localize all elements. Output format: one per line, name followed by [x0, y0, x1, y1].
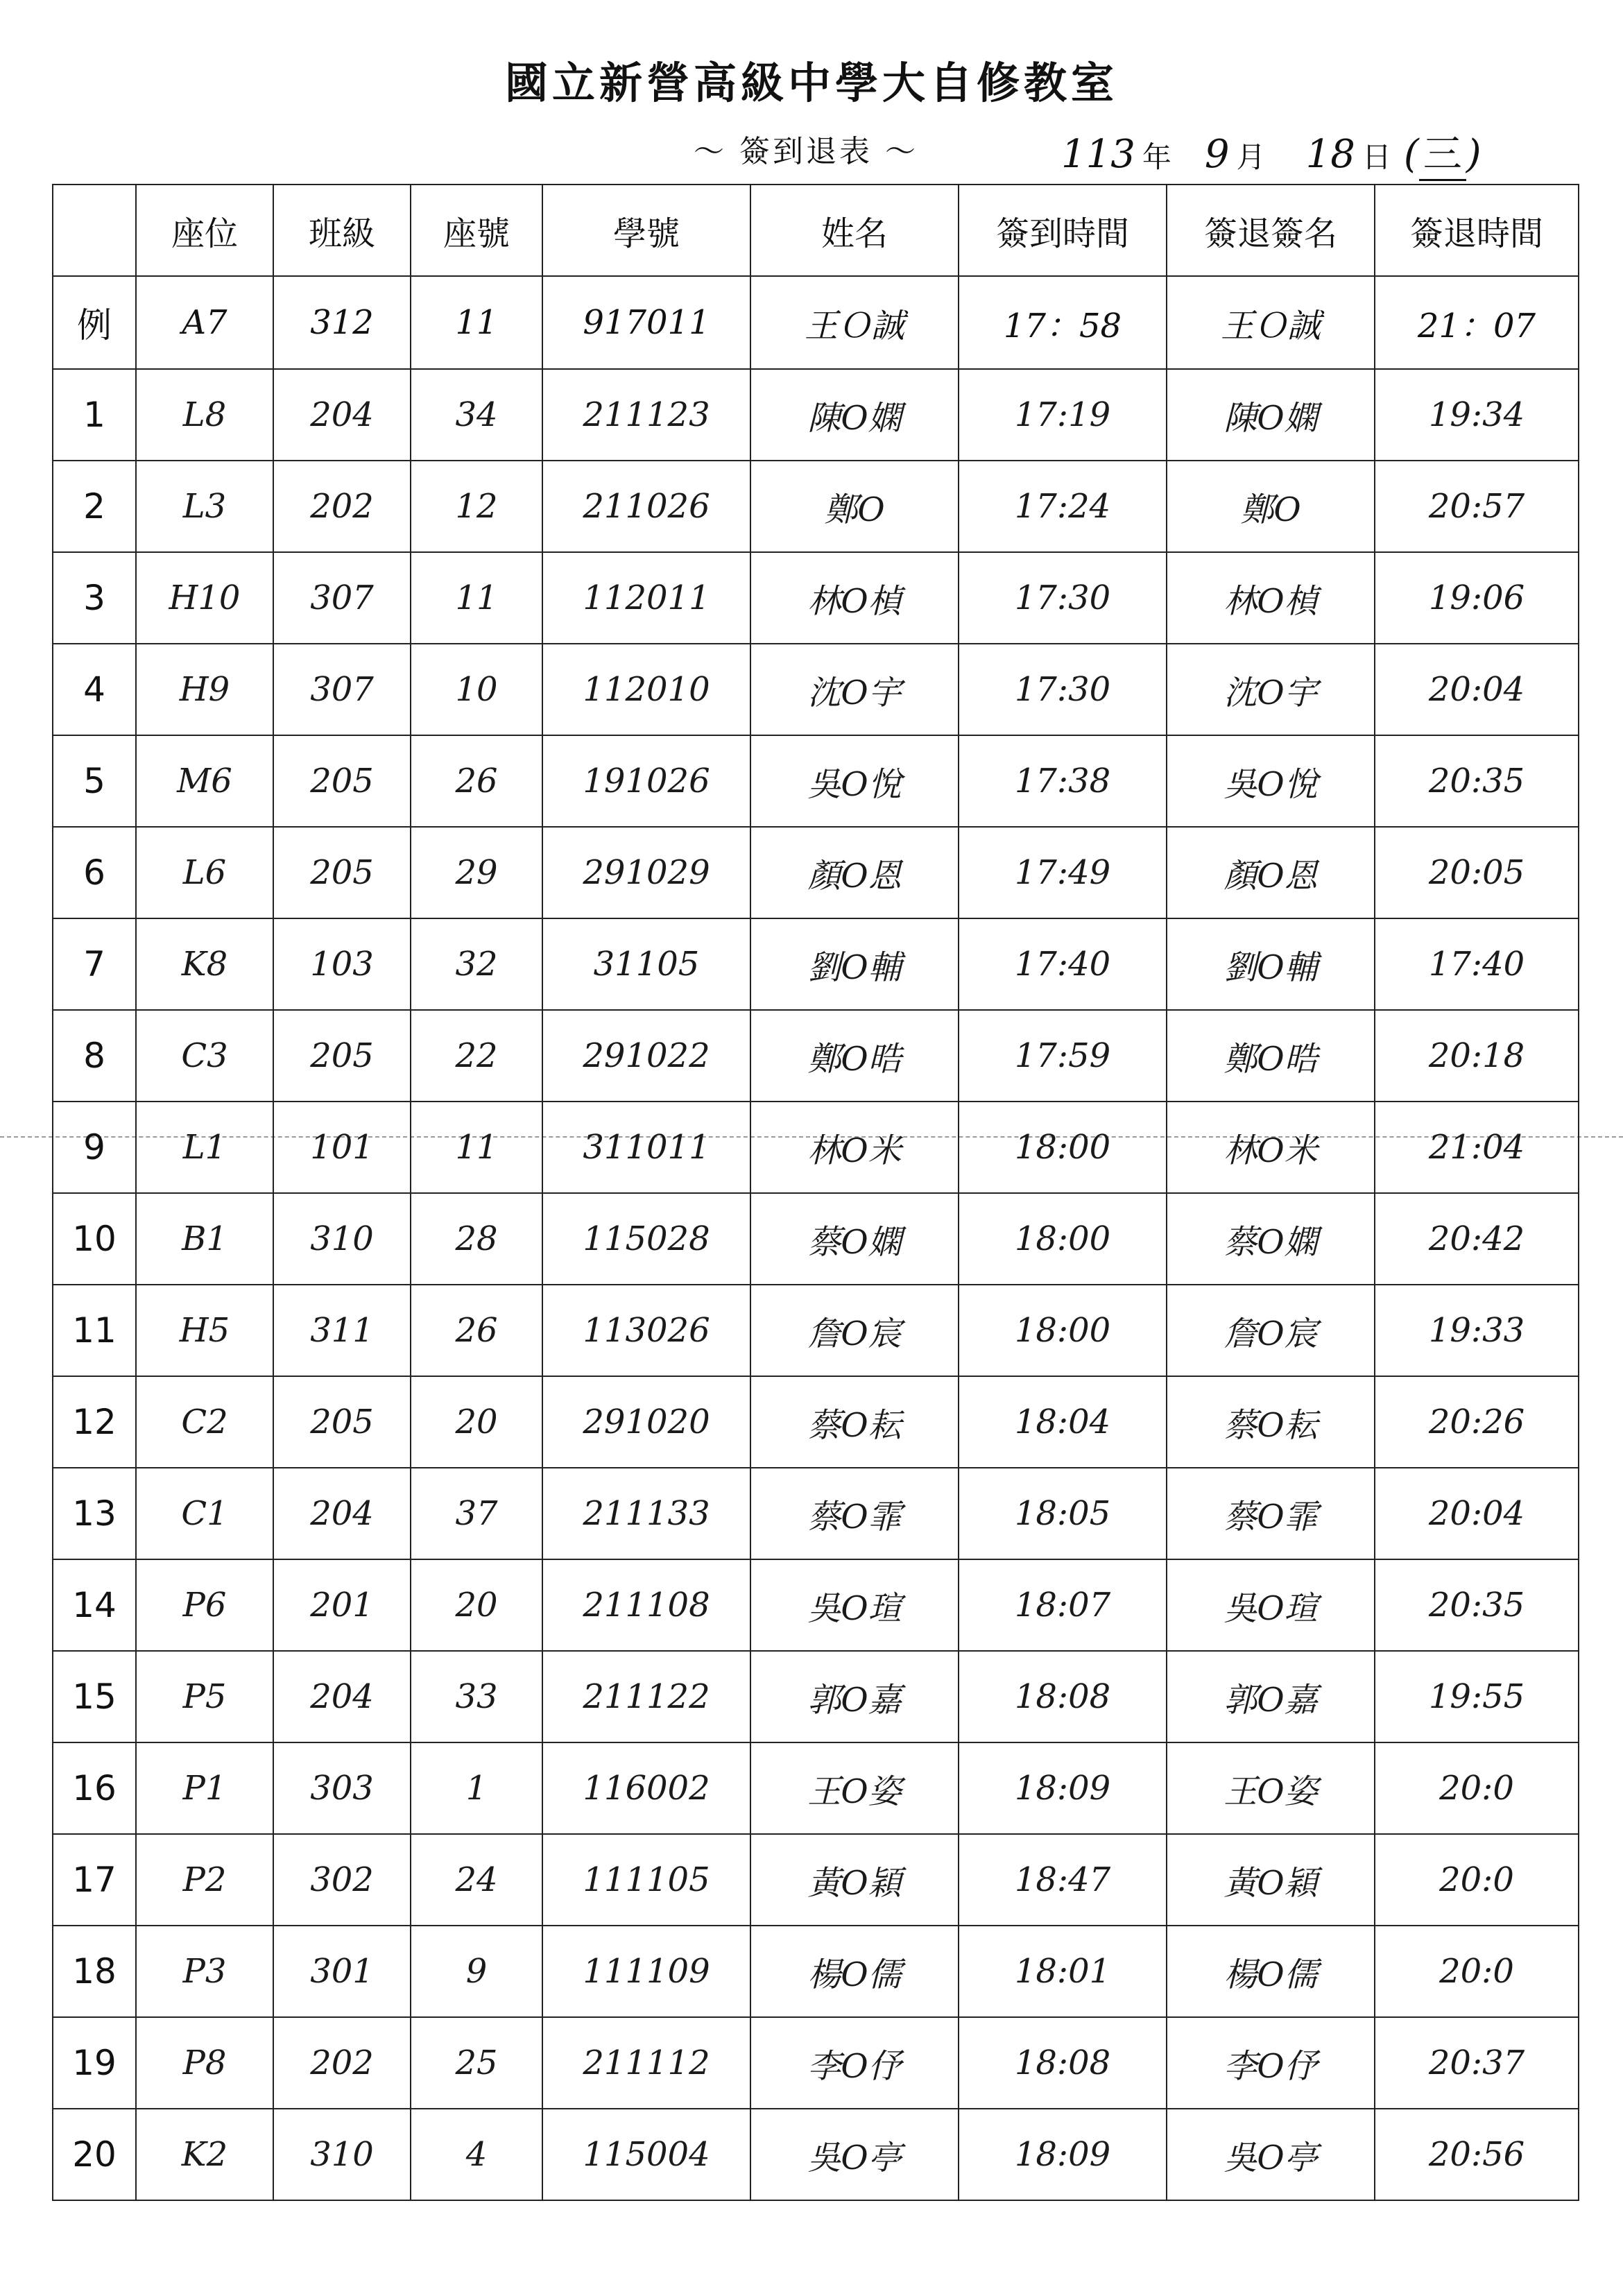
- cell-seat-no: 20: [411, 1376, 542, 1468]
- cell-seat-no: 22: [411, 1010, 542, 1102]
- table-row: [53, 1926, 1579, 2017]
- cell-row-number: 16: [53, 1742, 136, 1834]
- column-header-sign-out-signature: 簽退簽名: [1167, 185, 1375, 276]
- cell-row-number: 19: [53, 2017, 136, 2109]
- table-row: [53, 552, 1579, 644]
- date-year-unit: 年: [1142, 140, 1171, 174]
- cell-row-number: 14: [53, 1559, 136, 1651]
- cell-seat: M6: [136, 735, 273, 827]
- table-row: [53, 1376, 1579, 1468]
- cell-row-number: 5: [53, 735, 136, 827]
- cell-name: 林O米: [750, 1102, 959, 1193]
- cell-name: 郭O嘉: [750, 1651, 959, 1742]
- cell-row-number: 8: [53, 1010, 136, 1102]
- cell-class: 311: [273, 1285, 411, 1376]
- cell-seat: P8: [136, 2017, 273, 2109]
- cell-sign-out-time: 20:35: [1375, 735, 1579, 827]
- cell-sign-out-time: 20:04: [1375, 1468, 1579, 1559]
- table-row: [53, 2017, 1579, 2109]
- cell-row-number: 1: [53, 369, 136, 461]
- cell-name: 鄭O晧: [750, 1010, 959, 1102]
- cell-sign-out-time: 20:26: [1375, 1376, 1579, 1468]
- cell-sign-out-time: 20:0: [1375, 1742, 1579, 1834]
- cell-sign-in-time: 18:09: [959, 1742, 1167, 1834]
- cell-class: 204: [273, 1651, 411, 1742]
- table-row: [53, 461, 1579, 552]
- cell-sign-out-time: 20:56: [1375, 2109, 1579, 2200]
- example-seat: A7: [136, 276, 273, 369]
- table-row: [53, 1193, 1579, 1285]
- table-row: [53, 1285, 1579, 1376]
- cell-class: 205: [273, 827, 411, 918]
- cell-name: 楊O儒: [750, 1926, 959, 2017]
- date-day: 18: [1305, 132, 1355, 177]
- cell-sign-in-time: 18:09: [959, 2109, 1167, 2200]
- cell-row-number: 6: [53, 827, 136, 918]
- cell-sign-out-signature: 吳O瑄: [1167, 1559, 1375, 1651]
- column-header-student-id: 學號: [542, 185, 750, 276]
- cell-student-id: 191026: [542, 735, 750, 827]
- cell-sign-in-time: 18:08: [959, 1651, 1167, 1742]
- cell-sign-out-signature: 蔡O霏: [1167, 1468, 1375, 1559]
- date-weekday: 三: [1419, 123, 1466, 181]
- cell-student-id: 111109: [542, 1926, 750, 2017]
- cell-sign-out-signature: 王O姿: [1167, 1742, 1375, 1834]
- cell-class: 205: [273, 735, 411, 827]
- cell-sign-out-signature: 鄭O: [1167, 461, 1375, 552]
- cell-seat-no: 29: [411, 827, 542, 918]
- cell-sign-out-time: 20:18: [1375, 1010, 1579, 1102]
- example-row-number: 例: [53, 276, 136, 369]
- cell-class: 205: [273, 1010, 411, 1102]
- cell-class: 201: [273, 1559, 411, 1651]
- cell-class: 202: [273, 461, 411, 552]
- column-header-seat: 座位: [136, 185, 273, 276]
- table-row: [53, 1559, 1579, 1651]
- date-year: 113: [1061, 132, 1135, 177]
- cell-sign-out-time: 19:06: [1375, 552, 1579, 644]
- cell-seat: L6: [136, 827, 273, 918]
- cell-sign-in-time: 17:49: [959, 827, 1167, 918]
- page-title: 國立新營高級中學大自修教室: [504, 58, 1118, 108]
- cell-sign-out-signature: 蔡O耘: [1167, 1376, 1375, 1468]
- cell-sign-out-signature: 顏O恩: [1167, 827, 1375, 918]
- cell-seat: P3: [136, 1926, 273, 2017]
- cell-sign-out-signature: 詹O宸: [1167, 1285, 1375, 1376]
- cell-row-number: 2: [53, 461, 136, 552]
- cell-sign-in-time: 17:24: [959, 461, 1167, 552]
- cell-sign-in-time: 18:08: [959, 2017, 1167, 2109]
- cell-seat: L8: [136, 369, 273, 461]
- cell-seat-no: 10: [411, 644, 542, 735]
- cell-row-number: 17: [53, 1834, 136, 1926]
- table-row: [53, 369, 1579, 461]
- cell-sign-in-time: 18:00: [959, 1102, 1167, 1193]
- example-class: 312: [273, 276, 411, 369]
- cell-class: 302: [273, 1834, 411, 1926]
- sign-in-table: [52, 184, 1579, 2201]
- cell-student-id: 112011: [542, 552, 750, 644]
- cell-name: 蔡O嫻: [750, 1193, 959, 1285]
- cell-sign-out-time: 20:05: [1375, 827, 1579, 918]
- table-row: [53, 1834, 1579, 1926]
- column-header-row-number: [53, 185, 136, 276]
- cell-seat-no: 26: [411, 1285, 542, 1376]
- cell-sign-out-signature: 郭O嘉: [1167, 1651, 1375, 1742]
- cell-student-id: 311011: [542, 1102, 750, 1193]
- cell-seat: P5: [136, 1651, 273, 1742]
- cell-class: 310: [273, 2109, 411, 2200]
- cell-name: 吳O亭: [750, 2109, 959, 2200]
- date-month-unit: 月: [1236, 140, 1266, 174]
- cell-sign-out-signature: 李O伃: [1167, 2017, 1375, 2109]
- cell-seat-no: 20: [411, 1559, 542, 1651]
- cell-seat-no: 4: [411, 2109, 542, 2200]
- cell-name: 吳O悅: [750, 735, 959, 827]
- cell-class: 205: [273, 1376, 411, 1468]
- cell-student-id: 115028: [542, 1193, 750, 1285]
- table-body: [53, 276, 1579, 2200]
- cell-row-number: 13: [53, 1468, 136, 1559]
- example-row: [53, 276, 1579, 369]
- table-row: [53, 644, 1579, 735]
- table-row: [53, 827, 1579, 918]
- cell-sign-out-time: 17:40: [1375, 918, 1579, 1010]
- example-name: 王Ｏ誠: [750, 276, 959, 369]
- cell-sign-in-time: 17:38: [959, 735, 1167, 827]
- cell-name: 顏O恩: [750, 827, 959, 918]
- cell-class: 307: [273, 644, 411, 735]
- table-row: [53, 1742, 1579, 1834]
- cell-sign-out-time: 20:04: [1375, 644, 1579, 735]
- cell-seat-no: 32: [411, 918, 542, 1010]
- example-sign-out-signature: 王Ｏ誠: [1167, 276, 1375, 369]
- cell-student-id: 211133: [542, 1468, 750, 1559]
- column-header-sign-out-time: 簽退時間: [1375, 185, 1579, 276]
- table-row: [53, 2109, 1579, 2200]
- cell-name: 蔡O耘: [750, 1376, 959, 1468]
- cell-sign-out-signature: 吳O悅: [1167, 735, 1375, 827]
- cell-sign-out-signature: 鄭O晧: [1167, 1010, 1375, 1102]
- cell-name: 沈O宇: [750, 644, 959, 735]
- cell-sign-out-signature: 林O楨: [1167, 552, 1375, 644]
- cell-student-id: 291022: [542, 1010, 750, 1102]
- cell-sign-in-time: 18:00: [959, 1285, 1167, 1376]
- cell-seat: K8: [136, 918, 273, 1010]
- cell-sign-in-time: 17:30: [959, 552, 1167, 644]
- cell-class: 310: [273, 1193, 411, 1285]
- cell-class: 103: [273, 918, 411, 1010]
- cell-seat: P2: [136, 1834, 273, 1926]
- cell-sign-out-signature: 吳O亭: [1167, 2109, 1375, 2200]
- cell-sign-out-time: 20:57: [1375, 461, 1579, 552]
- cell-class: 204: [273, 1468, 411, 1559]
- example-student-id: 917011: [542, 276, 750, 369]
- cell-row-number: 12: [53, 1376, 136, 1468]
- cell-name: 詹O宸: [750, 1285, 959, 1376]
- cell-row-number: 4: [53, 644, 136, 735]
- table-row: [53, 1468, 1579, 1559]
- table-row: [53, 735, 1579, 827]
- cell-student-id: 211112: [542, 2017, 750, 2109]
- cell-sign-out-time: 19:33: [1375, 1285, 1579, 1376]
- cell-seat: C1: [136, 1468, 273, 1559]
- cell-seat: H10: [136, 552, 273, 644]
- cell-seat-no: 33: [411, 1651, 542, 1742]
- cell-student-id: 112010: [542, 644, 750, 735]
- cell-seat-no: 11: [411, 552, 542, 644]
- cell-name: 林O楨: [750, 552, 959, 644]
- cell-sign-out-time: 21:04: [1375, 1102, 1579, 1193]
- cell-student-id: 31105: [542, 918, 750, 1010]
- column-header-class: 班級: [273, 185, 411, 276]
- cell-seat: K2: [136, 2109, 273, 2200]
- cell-name: 吳O瑄: [750, 1559, 959, 1651]
- cell-student-id: 211108: [542, 1559, 750, 1651]
- example-sign-in-time: 17：58: [959, 276, 1167, 369]
- cell-name: 王O姿: [750, 1742, 959, 1834]
- cell-seat: P1: [136, 1742, 273, 1834]
- cell-seat-no: 9: [411, 1926, 542, 2017]
- cell-name: 蔡O霏: [750, 1468, 959, 1559]
- cell-row-number: 10: [53, 1193, 136, 1285]
- example-seat-no: 11: [411, 276, 542, 369]
- form-subtitle: ～ 簽到退表 ～: [694, 134, 918, 169]
- cell-seat-no: 1: [411, 1742, 542, 1834]
- cell-name: 李O伃: [750, 2017, 959, 2109]
- cell-sign-out-time: 19:55: [1375, 1651, 1579, 1742]
- cell-class: 202: [273, 2017, 411, 2109]
- cell-row-number: 7: [53, 918, 136, 1010]
- cell-sign-in-time: 17:40: [959, 918, 1167, 1010]
- cell-seat-no: 37: [411, 1468, 542, 1559]
- weekday-close: ): [1466, 132, 1482, 177]
- table-row: [53, 1102, 1579, 1193]
- cell-sign-in-time: 17:19: [959, 369, 1167, 461]
- cell-seat-no: 24: [411, 1834, 542, 1926]
- cell-sign-in-time: 18:05: [959, 1468, 1167, 1559]
- cell-student-id: 291020: [542, 1376, 750, 1468]
- cell-sign-out-time: 20:37: [1375, 2017, 1579, 2109]
- cell-sign-out-signature: 黃O穎: [1167, 1834, 1375, 1926]
- cell-sign-in-time: 18:47: [959, 1834, 1167, 1926]
- date-line: [1061, 123, 1482, 181]
- cell-sign-out-time: 19:34: [1375, 369, 1579, 461]
- cell-seat: H9: [136, 644, 273, 735]
- cell-class: 301: [273, 1926, 411, 2017]
- table-row: [53, 1651, 1579, 1742]
- cell-student-id: 211026: [542, 461, 750, 552]
- cell-seat-no: 34: [411, 369, 542, 461]
- cell-name: 鄭O: [750, 461, 959, 552]
- column-header-seat-no: 座號: [411, 185, 542, 276]
- cell-sign-in-time: 18:01: [959, 1926, 1167, 2017]
- cell-class: 101: [273, 1102, 411, 1193]
- table-row: [53, 918, 1579, 1010]
- cell-sign-out-time: 20:35: [1375, 1559, 1579, 1651]
- cell-row-number: 15: [53, 1651, 136, 1742]
- cell-sign-out-signature: 楊O儒: [1167, 1926, 1375, 2017]
- example-sign-out-time: 21：07: [1375, 276, 1579, 369]
- cell-seat: B1: [136, 1193, 273, 1285]
- cell-student-id: 211122: [542, 1651, 750, 1742]
- cell-sign-in-time: 17:30: [959, 644, 1167, 735]
- cell-seat: C2: [136, 1376, 273, 1468]
- cell-name: 陳O嫻: [750, 369, 959, 461]
- cell-sign-in-time: 17:59: [959, 1010, 1167, 1102]
- cell-seat-no: 25: [411, 2017, 542, 2109]
- cell-class: 307: [273, 552, 411, 644]
- cell-row-number: 11: [53, 1285, 136, 1376]
- cell-sign-out-time: 20:0: [1375, 1834, 1579, 1926]
- cell-sign-out-signature: 沈O宇: [1167, 644, 1375, 735]
- cell-sign-out-signature: 陳O嫻: [1167, 369, 1375, 461]
- date-day-unit: 日: [1362, 140, 1391, 174]
- date-month: 9: [1204, 132, 1230, 177]
- cell-student-id: 211123: [542, 369, 750, 461]
- cell-class: 303: [273, 1742, 411, 1834]
- cell-seat-no: 28: [411, 1193, 542, 1285]
- cell-student-id: 111105: [542, 1834, 750, 1926]
- cell-sign-in-time: 18:07: [959, 1559, 1167, 1651]
- cell-sign-out-signature: 劉O輔: [1167, 918, 1375, 1010]
- header-row: [53, 185, 1579, 276]
- cell-sign-in-time: 18:00: [959, 1193, 1167, 1285]
- cell-student-id: 291029: [542, 827, 750, 918]
- cell-seat: C3: [136, 1010, 273, 1102]
- cell-seat: P6: [136, 1559, 273, 1651]
- weekday-open: (: [1403, 132, 1419, 177]
- cell-seat-no: 26: [411, 735, 542, 827]
- cell-row-number: 9: [53, 1102, 136, 1193]
- cell-seat: L3: [136, 461, 273, 552]
- cell-sign-in-time: 18:04: [959, 1376, 1167, 1468]
- cell-seat: L1: [136, 1102, 273, 1193]
- column-header-name: 姓名: [750, 185, 959, 276]
- cell-student-id: 113026: [542, 1285, 750, 1376]
- cell-row-number: 20: [53, 2109, 136, 2200]
- cell-student-id: 116002: [542, 1742, 750, 1834]
- cell-class: 204: [273, 369, 411, 461]
- cell-student-id: 115004: [542, 2109, 750, 2200]
- cell-sign-out-signature: 蔡O嫻: [1167, 1193, 1375, 1285]
- cell-seat-no: 12: [411, 461, 542, 552]
- cell-row-number: 3: [53, 552, 136, 644]
- cell-sign-out-signature: 林O米: [1167, 1102, 1375, 1193]
- cell-row-number: 18: [53, 1926, 136, 2017]
- cell-name: 劉O輔: [750, 918, 959, 1010]
- column-header-sign-in-time: 簽到時間: [959, 185, 1167, 276]
- cell-sign-out-time: 20:42: [1375, 1193, 1579, 1285]
- table-row: [53, 1010, 1579, 1102]
- cell-seat-no: 11: [411, 1102, 542, 1193]
- cell-name: 黃O穎: [750, 1834, 959, 1926]
- cell-seat: H5: [136, 1285, 273, 1376]
- cell-sign-out-time: 20:0: [1375, 1926, 1579, 2017]
